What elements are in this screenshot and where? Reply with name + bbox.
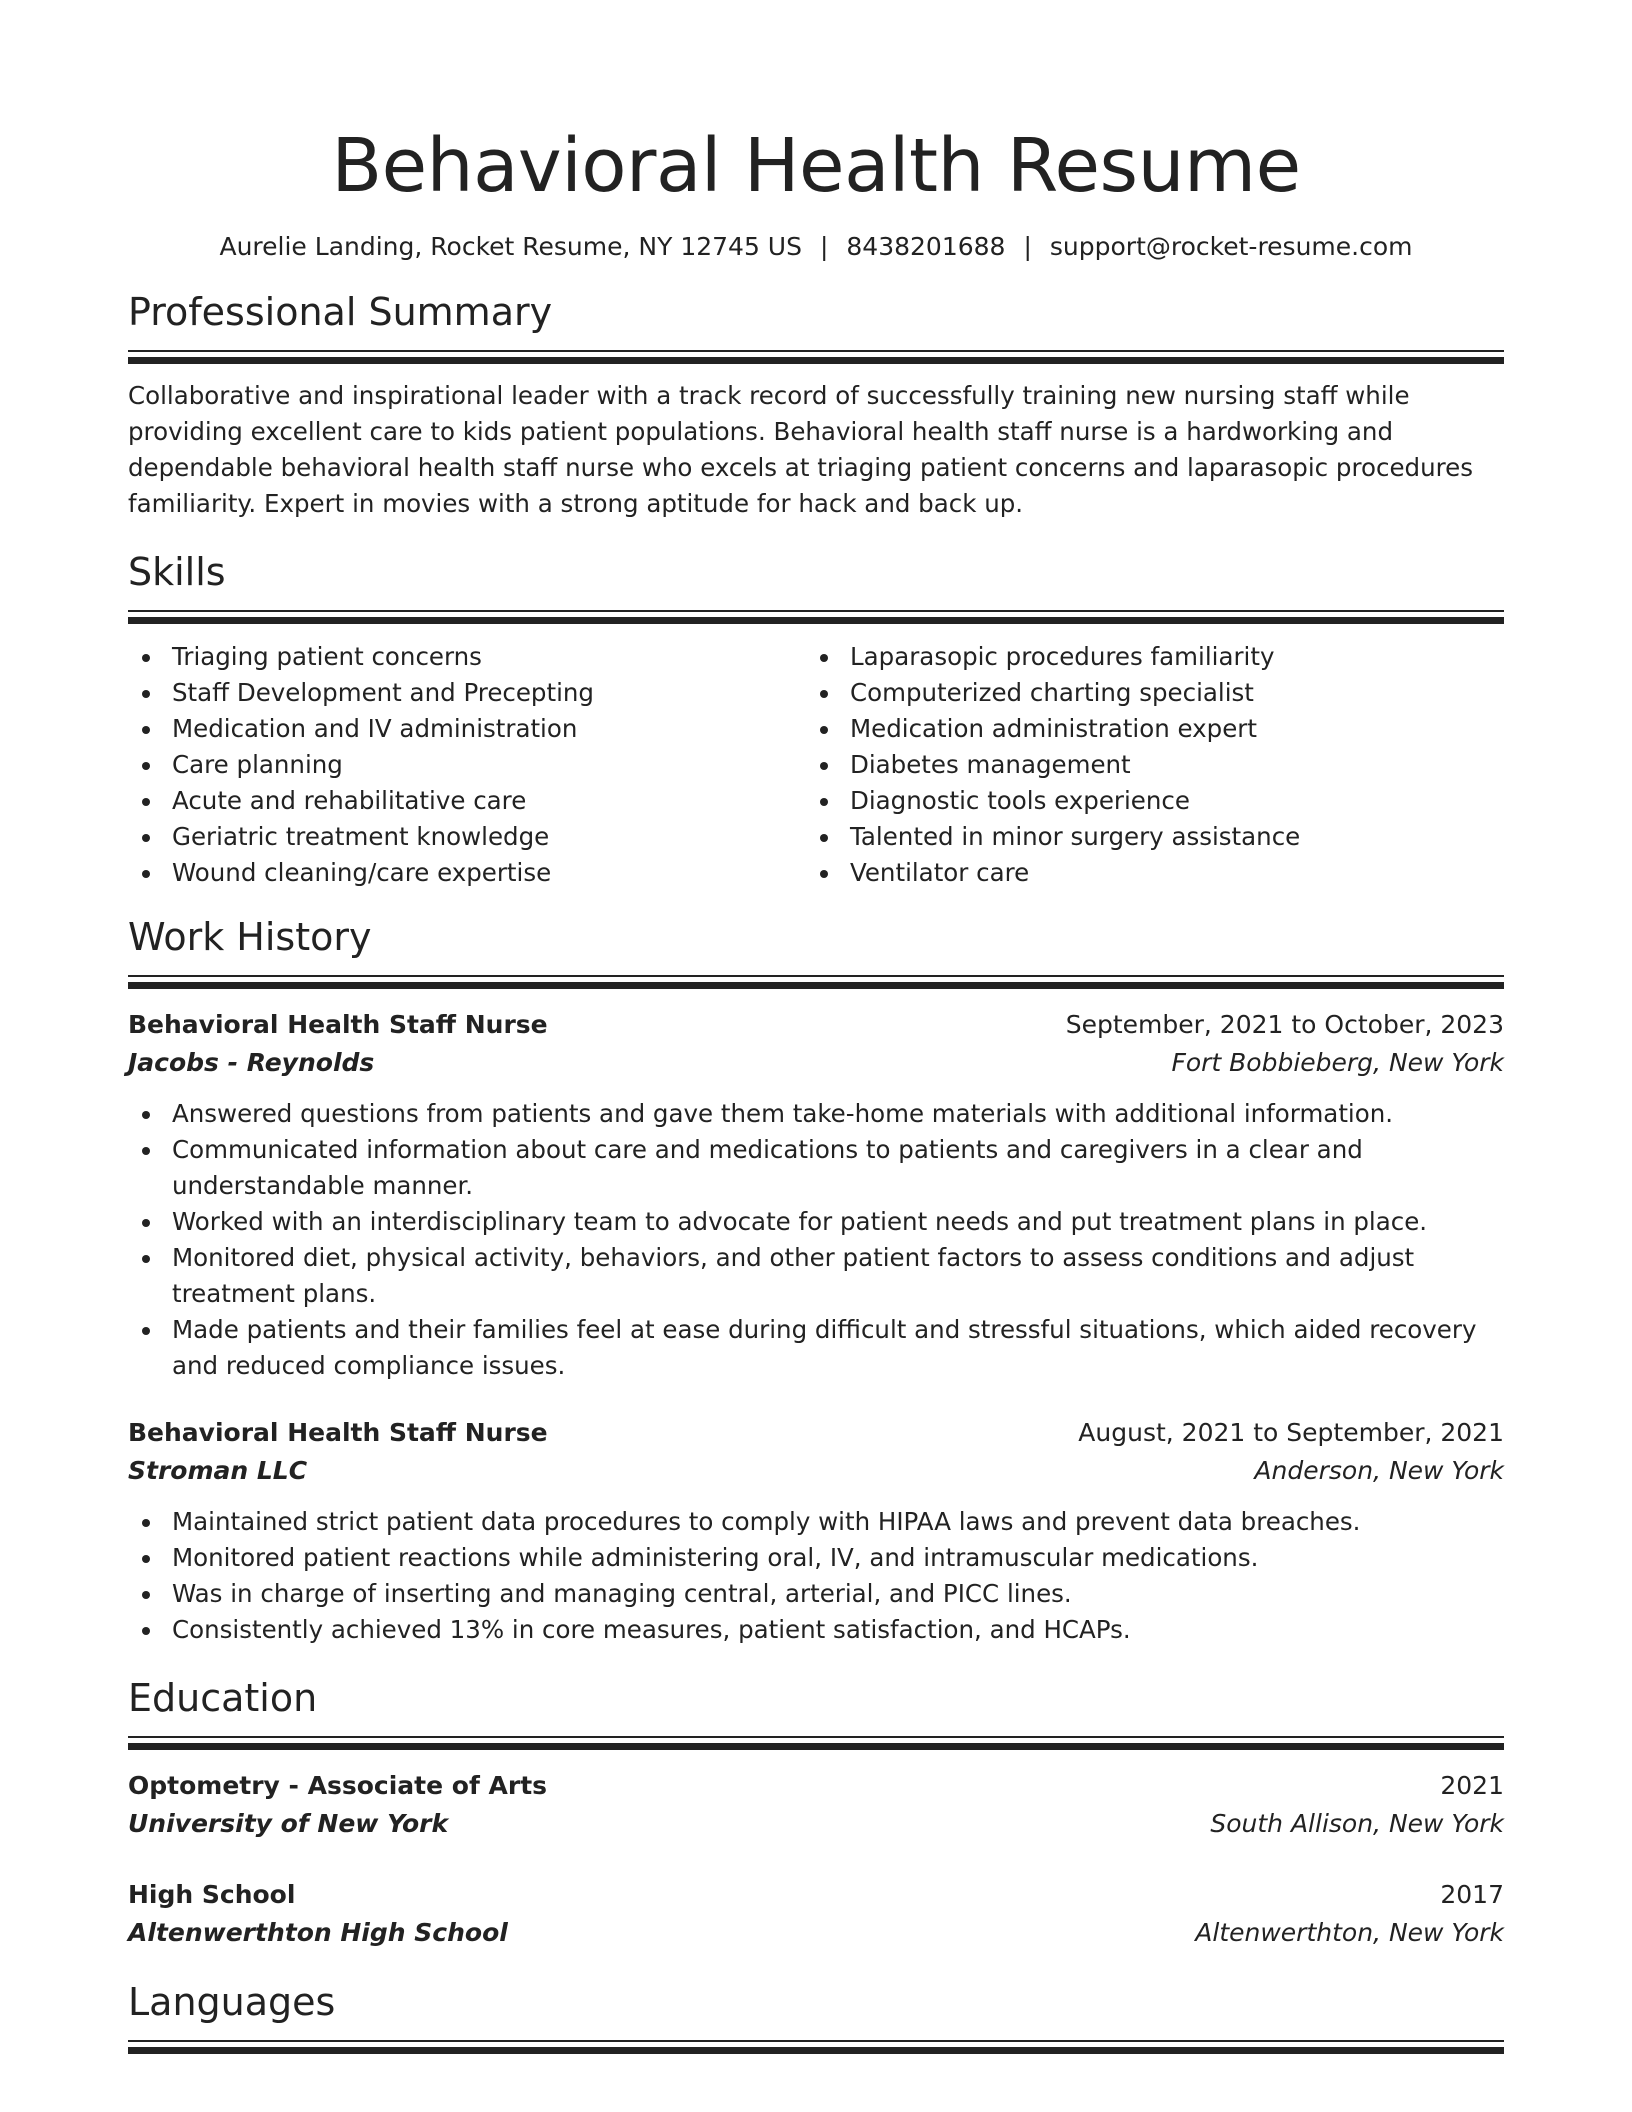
skill-item: Geriatric treatment knowledge xyxy=(128,819,806,855)
school-location: South Allison, New York xyxy=(1210,1809,1504,1838)
school-location: Altenwerthton, New York xyxy=(1195,1918,1504,1947)
skill-item: Medication administration expert xyxy=(806,711,1484,747)
school-name: University of New York xyxy=(128,1809,449,1838)
skills-section xyxy=(128,548,1504,891)
skill-item: Diabetes management xyxy=(806,747,1484,783)
job-company: Stroman LLC xyxy=(128,1456,308,1485)
skill-item: Wound cleaning/care expertise xyxy=(128,855,806,891)
job-location: Fort Bobbieberg, New York xyxy=(1171,1048,1504,1077)
education-entry xyxy=(128,1767,1504,1843)
contact-email: support@rocket-resume.com xyxy=(1049,232,1413,261)
education-year: 2021 xyxy=(1440,1771,1504,1800)
work-heading: Work History xyxy=(128,915,372,959)
summary-section xyxy=(128,288,1504,522)
degree-title: Optometry - Associate of Arts xyxy=(128,1771,548,1800)
languages-heading: Languages xyxy=(128,1980,336,2024)
job-title: Behavioral Health Staff Nurse xyxy=(128,1418,548,1447)
skill-item: Staff Development and Precepting xyxy=(128,675,806,711)
education-year: 2017 xyxy=(1440,1880,1504,1909)
section-divider xyxy=(128,975,1504,990)
section-divider xyxy=(128,610,1504,625)
job-bullets xyxy=(128,1504,1504,1648)
list-item: Monitored diet, physical activity, behaviors, and other patient factors to assess conditions and adjust treatment plans. xyxy=(128,1240,1504,1312)
list-item: Worked with an interdisciplinary team to advocate for patient needs and put treatment plans in place. xyxy=(128,1204,1504,1240)
languages-section xyxy=(128,1978,1504,2055)
skill-item: Medication and IV administration xyxy=(128,711,806,747)
skills-column-right xyxy=(806,639,1484,891)
job-entry xyxy=(128,1414,1504,1648)
skill-item: Talented in minor surgery assistance xyxy=(806,819,1484,855)
list-item: Communicated information about care and medications to patients and caregivers in a clear and understandable manner. xyxy=(128,1132,1504,1204)
job-entry xyxy=(128,1006,1504,1384)
degree-title: High School xyxy=(128,1880,296,1909)
work-section xyxy=(128,913,1504,1648)
page-title: Behavioral Health Resume xyxy=(331,123,1301,209)
section-divider xyxy=(128,350,1504,365)
summary-text: Collaborative and inspirational leader with a track record of successfully training new nursing staff while providing excellent care to kids patient populations. Behavioral health staff nurse is a hardworking and dependable behavioral health staff nurse who excels at triaging patient concerns and laparasopic procedures familiarity. Expert in movies with a strong aptitude for hack and back up. xyxy=(128,381,1473,518)
contact-line xyxy=(128,230,1504,264)
contact-phone: 8438201688 xyxy=(846,232,1006,261)
skill-item: Laparasopic procedures familiarity xyxy=(806,639,1484,675)
section-divider xyxy=(128,1736,1504,1751)
skill-item: Care planning xyxy=(128,747,806,783)
job-dates: August, 2021 to September, 2021 xyxy=(1078,1418,1504,1447)
job-bullets xyxy=(128,1096,1504,1384)
summary-heading: Professional Summary xyxy=(128,290,553,334)
skill-item: Triaging patient concerns xyxy=(128,639,806,675)
list-item: Was in charge of inserting and managing central, arterial, and PICC lines. xyxy=(128,1576,1504,1612)
contact-separator: | xyxy=(1023,232,1032,261)
job-company: Jacobs - Reynolds xyxy=(128,1048,375,1077)
school-name: Altenwerthton High School xyxy=(128,1918,508,1947)
list-item: Answered questions from patients and gave them take-home materials with additional information. xyxy=(128,1096,1504,1132)
contact-separator: | xyxy=(819,232,829,261)
list-item: Made patients and their families feel at ease during difficult and stressful situations, which aided recovery and reduced compliance issues. xyxy=(128,1312,1504,1384)
skill-item: Diagnostic tools experience xyxy=(806,783,1484,819)
list-item: Monitored patient reactions while administering oral, IV, and intramuscular medications. xyxy=(128,1540,1504,1576)
list-item: Maintained strict patient data procedures to comply with HIPAA laws and prevent data breaches. xyxy=(128,1504,1504,1540)
job-dates: September, 2021 to October, 2023 xyxy=(1065,1010,1504,1039)
contact-address: Aurelie Landing, Rocket Resume, NY 12745 US xyxy=(219,232,802,261)
skills-list xyxy=(128,639,1504,891)
list-item: Consistently achieved 13% in core measures, patient satisfaction, and HCAPs. xyxy=(128,1612,1504,1648)
education-section xyxy=(128,1674,1504,1952)
job-title: Behavioral Health Staff Nurse xyxy=(128,1010,548,1039)
skill-item: Computerized charting specialist xyxy=(806,675,1484,711)
job-location: Anderson, New York xyxy=(1254,1456,1504,1485)
education-heading: Education xyxy=(128,1676,318,1720)
skill-item: Acute and rehabilitative care xyxy=(128,783,806,819)
skills-heading: Skills xyxy=(128,550,226,594)
skills-column-left xyxy=(128,639,806,891)
education-entry xyxy=(128,1876,1504,1952)
resume-page xyxy=(128,0,1504,2055)
skill-item: Ventilator care xyxy=(806,855,1484,891)
section-divider xyxy=(128,2040,1504,2055)
